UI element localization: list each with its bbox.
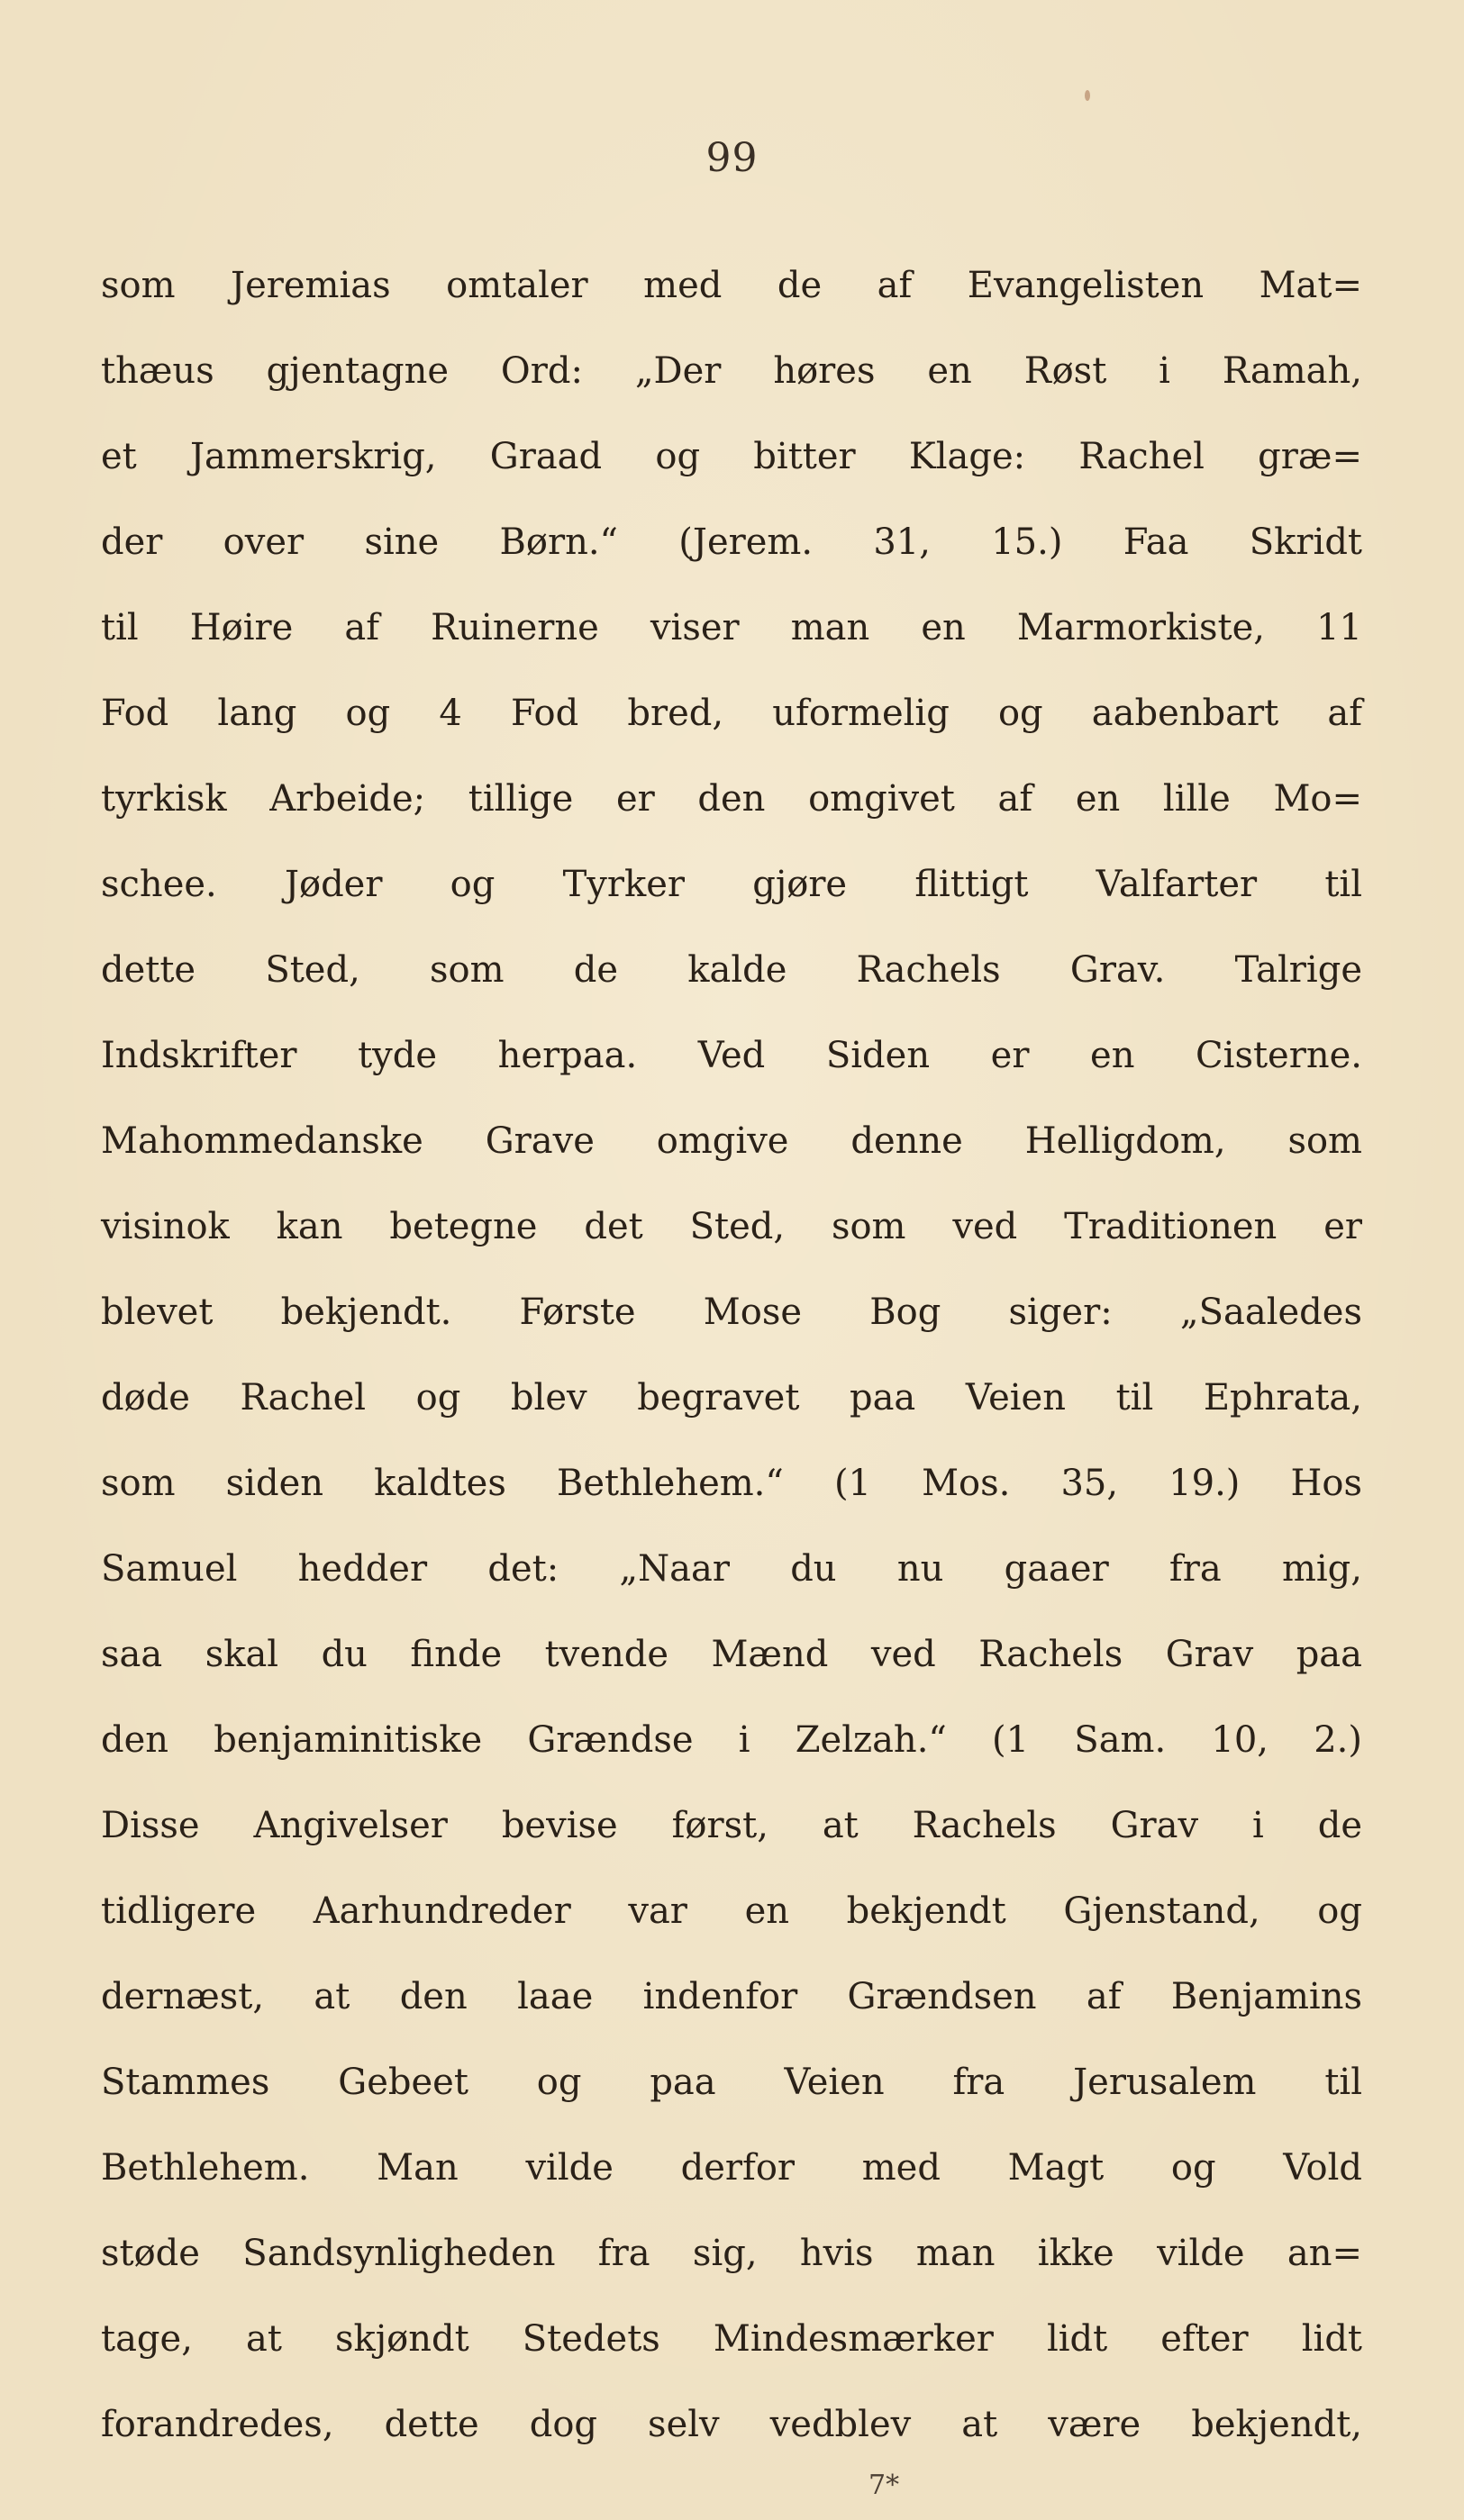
page-number: 99 <box>705 135 759 181</box>
text-line: visinok kan betegne det Sted, som ved Traditionen er <box>101 1206 1362 1247</box>
text-line: som siden kaldtes Bethlehem.“ (1 Mos. 35, 19.) Hos <box>101 1463 1362 1504</box>
text-line: Bethlehem. Man vilde derfor med Magt og Vold <box>101 2147 1362 2189</box>
text-line: Disse Angivelser bevise først, at Rachels Grav i de <box>101 1805 1362 1846</box>
signature-mark: 7* <box>868 2470 900 2501</box>
text-line: tidligere Aarhundreder var en bekjendt Gjenstand, og <box>101 1890 1362 1932</box>
text-line: schee. Jøder og Tyrker gjøre flittigt Valfarter til <box>101 864 1362 905</box>
text-line: thæus gjentagne Ord: „Der høres en Røst i Ramah, <box>101 350 1362 392</box>
text-line: forandredes, dette dog selv vedblev at være bekjendt, <box>101 2404 1362 2445</box>
text-line: et Jammerskrig, Graad og bitter Klage: Rachel græ= <box>101 436 1362 477</box>
text-line: dernæst, at den laae indenfor Grændsen af Benjamins <box>101 1976 1362 2017</box>
text-line: til Høire af Ruinerne viser man en Marmorkiste, 11 <box>101 607 1362 648</box>
text-line: som Jeremias omtaler med de af Evangelisten Mat= <box>101 265 1362 306</box>
body-text <box>101 243 1362 2468</box>
paper-speck <box>1085 90 1090 101</box>
text-line: Fod lang og 4 Fod bred, uformelig og aabenbart af <box>101 693 1362 734</box>
text-line: støde Sandsynligheden fra sig, hvis man ikke vilde an= <box>101 2233 1362 2274</box>
text-line: Stammes Gebeet og paa Veien fra Jerusalem til <box>101 2062 1362 2103</box>
text-line: tyrkisk Arbeide; tillige er den omgivet af en lille Mo= <box>101 778 1362 820</box>
text-line: dette Sted, som de kalde Rachels Grav. Talrige <box>101 949 1362 991</box>
text-line: Indskrifter tyde herpaa. Ved Siden er en Cisterne. <box>101 1035 1362 1076</box>
text-line: Mahommedanske Grave omgive denne Helligdom, som <box>101 1120 1362 1162</box>
text-line: der over sine Børn.“ (Jerem. 31, 15.) Faa Skridt <box>101 521 1362 563</box>
text-line: saa skal du finde tvende Mænd ved Rachels Grav paa <box>101 1634 1362 1675</box>
text-line: den benjaminitiske Grændse i Zelzah.“ (1 Sam. 10, 2.) <box>101 1719 1362 1761</box>
text-line: døde Rachel og blev begravet paa Veien til Ephrata, <box>101 1377 1362 1419</box>
text-line: blevet bekjendt. Første Mose Bog siger: „Saaledes <box>101 1292 1362 1333</box>
text-line: tage, at skjøndt Stedets Mindesmærker lidt efter lidt <box>101 2318 1362 2360</box>
text-line: Samuel hedder det: „Naar du nu gaaer fra mig, <box>101 1548 1362 1590</box>
